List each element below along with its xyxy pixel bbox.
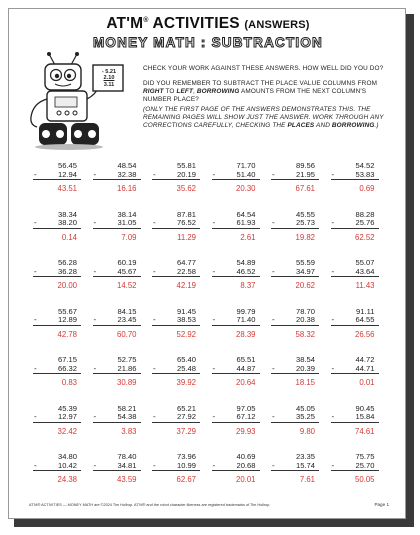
answer-line xyxy=(152,373,200,374)
minuend: 55.81 xyxy=(176,161,196,170)
answer-line xyxy=(152,179,200,180)
minus-sign: - xyxy=(331,218,335,227)
subtraction-problem xyxy=(269,159,323,199)
answer-line xyxy=(212,470,260,471)
subtrahend: 35.25 xyxy=(295,412,315,421)
subtraction-problem xyxy=(91,450,145,490)
minus-sign: - xyxy=(93,363,97,373)
subtrahend: 71.40 xyxy=(236,315,256,324)
answer-line xyxy=(271,470,319,471)
sign-line-1: - 5.21 xyxy=(101,69,117,75)
minuend: 56.45 xyxy=(57,161,77,170)
subtraction-problem xyxy=(150,450,204,490)
subtrahend: 20.68 xyxy=(236,460,256,470)
minus-sign: - xyxy=(93,412,97,421)
subtrahend: 38.20 xyxy=(57,218,77,227)
difference-answer: 20.62 xyxy=(295,281,315,290)
difference-answer: 50.05 xyxy=(354,475,375,484)
subtraction-problem xyxy=(329,208,383,248)
answer-line xyxy=(271,325,319,326)
subtraction-problem xyxy=(269,305,323,345)
minus-sign: - xyxy=(34,412,37,421)
answer-line xyxy=(93,276,141,277)
subtraction-problem xyxy=(329,305,383,345)
minuend: 55.59 xyxy=(295,258,315,267)
answer-line xyxy=(33,228,81,229)
subtrahend: 15.84 xyxy=(355,412,375,421)
difference-answer: 43.59 xyxy=(116,475,137,484)
difference-answer: 62.67 xyxy=(176,475,196,484)
subtrahend: 36.28 xyxy=(57,266,77,276)
minuend: 52.75 xyxy=(117,355,137,364)
minus-sign: - xyxy=(34,363,37,373)
subtraction-problem xyxy=(91,305,145,345)
minus-sign: - xyxy=(212,315,216,324)
minuend: 38.34 xyxy=(57,209,77,219)
answer-line xyxy=(331,422,379,423)
instruction-note: (ONLY THE FIRST PAGE OF THE ANSWERS DEMONSTRATES THIS. THE REMAINING PAGES WILL SHOW JUST THE ANSWER. WORK THROUGH ANY CORRECTIONS CAREFULLY, CHECKING THE PLACES AND BORROWING.) xyxy=(143,106,384,130)
difference-answer: 30.89 xyxy=(116,378,137,387)
minuend: 65.40 xyxy=(176,355,196,364)
subtrahend: 10.42 xyxy=(57,460,77,470)
answer-line xyxy=(33,422,81,423)
difference-answer: 42.78 xyxy=(57,329,77,339)
subtraction-problem xyxy=(210,305,264,345)
subtraction-problem xyxy=(150,402,204,442)
subtraction-problem xyxy=(210,159,264,199)
subtrahend: 15.74 xyxy=(295,460,315,470)
answer-line xyxy=(331,325,379,326)
minuend: 38.54 xyxy=(295,355,315,364)
minus-sign: - xyxy=(212,169,216,179)
answer-line xyxy=(33,373,81,374)
minuend: 91.11 xyxy=(356,306,375,316)
instruction-borrow: DID YOU REMEMBER TO SUBTRACT THE PLACE VALUE COLUMNS FROM RIGHT TO LEFT, BORROWING AMOUNTS FROM THE NEXT COLUMN'S NUMBER PLACE? xyxy=(143,80,378,104)
minuend: 91.45 xyxy=(176,306,196,316)
sign-line-3: 3.11 xyxy=(103,81,115,88)
robot-mascot-illustration xyxy=(25,51,129,151)
subtraction-problem xyxy=(150,208,204,248)
difference-answer: 18.15 xyxy=(295,378,315,387)
subtraction-problem xyxy=(31,353,85,393)
difference-answer: 7.09 xyxy=(121,232,137,242)
subtraction-problem xyxy=(210,353,264,393)
subtrahend: 54.38 xyxy=(117,412,137,421)
minuend: 65.21 xyxy=(176,403,196,413)
answer-line xyxy=(33,276,81,277)
answer-line xyxy=(152,470,200,471)
subtraction-problem xyxy=(91,402,145,442)
minuend: 67.15 xyxy=(57,355,77,364)
page-number: Page 1 xyxy=(374,502,389,507)
answer-line xyxy=(212,228,260,229)
answer-line xyxy=(331,470,379,471)
subtrahend: 34.81 xyxy=(117,460,137,470)
subtraction-problem xyxy=(329,256,383,296)
minus-sign: - xyxy=(212,218,216,227)
minuend: 55.07 xyxy=(355,258,375,267)
difference-answer: 0.69 xyxy=(359,184,375,193)
minuend: 99.79 xyxy=(236,306,256,316)
subtraction-problem xyxy=(269,402,323,442)
minus-sign: - xyxy=(153,315,156,324)
answer-line xyxy=(212,325,260,326)
subtrahend: 44.71 xyxy=(355,363,375,373)
answer-line xyxy=(93,373,141,374)
subtraction-problem xyxy=(91,256,145,296)
minus-sign: - xyxy=(34,315,37,324)
minus-sign: - xyxy=(153,412,156,421)
difference-answer: 37.29 xyxy=(176,426,196,436)
difference-answer: 8.37 xyxy=(240,281,256,290)
subtraction-problem xyxy=(329,402,383,442)
subtraction-problem xyxy=(91,159,145,199)
answer-line xyxy=(271,276,319,277)
difference-answer: 52.92 xyxy=(176,329,196,339)
minus-sign: - xyxy=(331,169,335,179)
answer-line xyxy=(212,179,260,180)
minuend: 84.15 xyxy=(117,306,137,316)
minuend: 64.77 xyxy=(176,258,196,267)
answer-line xyxy=(93,470,141,471)
difference-answer: 2.61 xyxy=(240,232,256,242)
subtrahend: 43.64 xyxy=(355,266,375,276)
minus-sign: - xyxy=(272,218,275,227)
minus-sign: - xyxy=(212,460,216,470)
minus-sign: - xyxy=(212,363,216,373)
minuend: 54.89 xyxy=(236,258,256,267)
subtraction-problem xyxy=(329,159,383,199)
minuend: 23.35 xyxy=(295,452,315,461)
subtrahend: 44.87 xyxy=(236,363,256,373)
minus-sign: - xyxy=(331,266,335,276)
subtrahend: 67.12 xyxy=(236,412,256,421)
difference-answer: 3.83 xyxy=(121,426,137,436)
subtrahend: 61.93 xyxy=(236,218,256,227)
difference-answer: 32.42 xyxy=(57,426,77,436)
subtrahend: 10.99 xyxy=(176,460,196,470)
subtraction-problem xyxy=(210,208,264,248)
answer-line xyxy=(152,325,200,326)
subtraction-problem xyxy=(329,450,383,490)
minus-sign: - xyxy=(153,460,156,470)
subtrahend: 66.32 xyxy=(57,363,77,373)
minuend: 45.55 xyxy=(295,209,315,219)
difference-answer: 60.70 xyxy=(116,329,137,339)
subtraction-problem xyxy=(31,305,85,345)
difference-answer: 11.29 xyxy=(177,232,196,242)
minus-sign: - xyxy=(272,363,275,373)
minuend: 78.70 xyxy=(295,306,315,316)
difference-answer: 20.01 xyxy=(235,475,256,484)
difference-answer: 11.43 xyxy=(355,281,375,290)
subtrahend: 25.48 xyxy=(176,363,196,373)
subtrahend: 64.55 xyxy=(355,315,375,324)
minus-sign: - xyxy=(272,460,275,470)
minuend: 71.70 xyxy=(236,161,256,170)
subtrahend: 12.97 xyxy=(57,412,77,421)
difference-answer: 19.82 xyxy=(295,232,315,242)
difference-answer: 20.64 xyxy=(235,378,256,387)
minuend: 38.14 xyxy=(117,209,137,219)
minuend: 89.56 xyxy=(295,161,315,170)
subtrahend: 20.19 xyxy=(176,169,196,179)
difference-answer: 20.00 xyxy=(57,281,77,290)
answer-line xyxy=(212,422,260,423)
subtrahend: 38.53 xyxy=(176,315,196,324)
difference-answer: 7.61 xyxy=(299,475,315,484)
subtraction-problem xyxy=(91,353,145,393)
subtrahend: 22.58 xyxy=(176,266,196,276)
subtraction-problem xyxy=(150,353,204,393)
difference-answer: 43.51 xyxy=(57,184,77,193)
minuend: 58.21 xyxy=(117,403,137,413)
subtraction-problem xyxy=(150,305,204,345)
worksheet-page xyxy=(8,8,406,519)
minus-sign: - xyxy=(93,169,97,179)
difference-answer: 20.30 xyxy=(235,184,256,193)
difference-answer: 58.32 xyxy=(295,329,315,339)
subtraction-problem xyxy=(210,402,264,442)
minuend: 55.67 xyxy=(57,306,77,316)
worksheet-subtitle: MONEY MATH : SUBTRACTION xyxy=(92,35,324,50)
minuend: 60.19 xyxy=(117,258,137,267)
subtraction-problem xyxy=(210,450,264,490)
difference-answer: 29.93 xyxy=(235,426,256,436)
subtrahend: 34.97 xyxy=(295,266,315,276)
minus-sign: - xyxy=(34,218,37,227)
minuend: 75.75 xyxy=(355,452,375,461)
subtrahend: 23.45 xyxy=(117,315,137,324)
difference-answer: 67.61 xyxy=(295,184,315,193)
difference-answer: 16.16 xyxy=(116,184,137,193)
minuend: 64.54 xyxy=(236,209,256,219)
difference-answer: 28.39 xyxy=(235,329,256,339)
subtrahend: 12.89 xyxy=(57,315,77,324)
difference-answer: 0.83 xyxy=(61,378,77,387)
minus-sign: - xyxy=(34,460,37,470)
minus-sign: - xyxy=(93,315,97,324)
answer-line xyxy=(93,179,141,180)
minus-sign: - xyxy=(331,315,335,324)
subtraction-problem xyxy=(329,353,383,393)
subtrahend: 21.95 xyxy=(295,169,315,179)
minus-sign: - xyxy=(153,363,156,373)
subtraction-problem xyxy=(269,353,323,393)
minus-sign: - xyxy=(153,169,156,179)
minuend: 97.05 xyxy=(236,403,256,413)
difference-answer: 35.62 xyxy=(176,184,196,193)
minus-sign: - xyxy=(272,169,275,179)
difference-answer: 0.01 xyxy=(359,378,375,387)
subtrahend: 46.52 xyxy=(236,266,256,276)
worksheet-title: AT'M® ACTIVITIES (ANSWERS) xyxy=(106,15,310,32)
subtrahend: 51.40 xyxy=(236,169,256,179)
subtrahend: 12.94 xyxy=(57,169,77,179)
answer-line xyxy=(271,373,319,374)
minuend: 65.51 xyxy=(236,355,256,364)
difference-answer: 42.19 xyxy=(176,281,196,290)
minus-sign: - xyxy=(272,315,275,324)
subtrahend: 31.05 xyxy=(117,218,137,227)
answer-line xyxy=(33,325,81,326)
difference-answer: 24.38 xyxy=(57,475,77,484)
answer-line xyxy=(93,422,141,423)
subtrahend: 21.86 xyxy=(117,363,137,373)
minus-sign: - xyxy=(331,363,335,373)
subtraction-problem xyxy=(269,450,323,490)
answer-line xyxy=(331,228,379,229)
answer-line xyxy=(152,422,200,423)
subtraction-problem xyxy=(150,159,204,199)
difference-answer: 0.14 xyxy=(61,232,77,242)
minuend: 40.69 xyxy=(236,452,256,461)
subtrahend: 27.92 xyxy=(176,412,196,421)
subtraction-problem xyxy=(210,256,264,296)
subtraction-problem xyxy=(31,402,85,442)
minuend: 48.54 xyxy=(117,161,137,170)
answer-line xyxy=(33,470,81,471)
minus-sign: - xyxy=(153,266,156,276)
subtraction-problem xyxy=(31,159,85,199)
minuend: 54.52 xyxy=(355,161,375,170)
subtraction-problem xyxy=(150,256,204,296)
minus-sign: - xyxy=(212,266,216,276)
subtraction-problem xyxy=(269,208,323,248)
subtrahend: 45.67 xyxy=(117,266,137,276)
difference-answer: 39.92 xyxy=(176,378,196,387)
minuend: 45.39 xyxy=(57,403,77,413)
minus-sign: - xyxy=(93,218,97,227)
answer-line xyxy=(271,228,319,229)
minuend: 44.72 xyxy=(355,355,375,364)
minus-sign: - xyxy=(93,266,97,276)
minuend: 73.96 xyxy=(176,452,196,461)
subtraction-problem xyxy=(269,256,323,296)
sign-line-2: 2.10 xyxy=(103,75,115,82)
minus-sign: - xyxy=(331,412,335,421)
minuend: 34.80 xyxy=(57,452,77,461)
minus-sign: - xyxy=(272,266,275,276)
subtraction-problem xyxy=(31,450,85,490)
answer-line xyxy=(331,276,379,277)
subtraction-problem xyxy=(31,208,85,248)
subtraction-problem xyxy=(91,208,145,248)
answer-line xyxy=(152,276,200,277)
minus-sign: - xyxy=(93,460,97,470)
answer-line xyxy=(93,228,141,229)
answer-line xyxy=(271,422,319,423)
answer-line xyxy=(271,179,319,180)
subtrahend: 20.38 xyxy=(295,315,315,324)
minuend: 45.05 xyxy=(295,403,315,413)
subtrahend: 25.76 xyxy=(355,218,375,227)
subtraction-problem xyxy=(31,256,85,296)
subtrahend: 20.39 xyxy=(295,363,315,373)
minuend: 78.40 xyxy=(117,452,137,461)
minuend: 90.45 xyxy=(355,403,375,413)
instruction-check: CHECK YOUR WORK AGAINST THESE ANSWERS. HOW WELL DID YOU DO? xyxy=(143,65,384,72)
difference-answer: 26.56 xyxy=(354,329,375,339)
minus-sign: - xyxy=(153,218,156,227)
minuend: 87.81 xyxy=(176,209,196,219)
difference-answer: 14.52 xyxy=(116,281,137,290)
answer-line xyxy=(331,373,379,374)
answer-line xyxy=(93,325,141,326)
minuend: 56.28 xyxy=(57,258,77,267)
minus-sign: - xyxy=(272,412,275,421)
minus-sign: - xyxy=(34,266,37,276)
minus-sign: - xyxy=(212,412,216,421)
answer-line xyxy=(33,179,81,180)
subtrahend: 32.38 xyxy=(117,169,137,179)
subtrahend: 25.70 xyxy=(355,460,375,470)
answer-line xyxy=(331,179,379,180)
difference-answer: 62.52 xyxy=(354,232,375,242)
difference-answer: 74.61 xyxy=(354,426,375,436)
minus-sign: - xyxy=(331,460,335,470)
subtrahend: 53.83 xyxy=(355,169,375,179)
robot-sign-text xyxy=(95,69,123,88)
copyright-footer: AT'M® ACTIVITIES — MONEY MATH are ©2024 Tim Hollrop. AT'M® and the robot character likeness are registered trademarks of Tim Hollrop. xyxy=(29,503,271,507)
subtrahend: 25.73 xyxy=(295,218,315,227)
answer-line xyxy=(212,373,260,374)
difference-answer: 9.80 xyxy=(299,426,315,436)
answer-line xyxy=(212,276,260,277)
minuend: 88.28 xyxy=(355,209,375,219)
answer-line xyxy=(152,228,200,229)
minus-sign: - xyxy=(34,169,37,179)
subtrahend: 76.52 xyxy=(176,218,196,227)
